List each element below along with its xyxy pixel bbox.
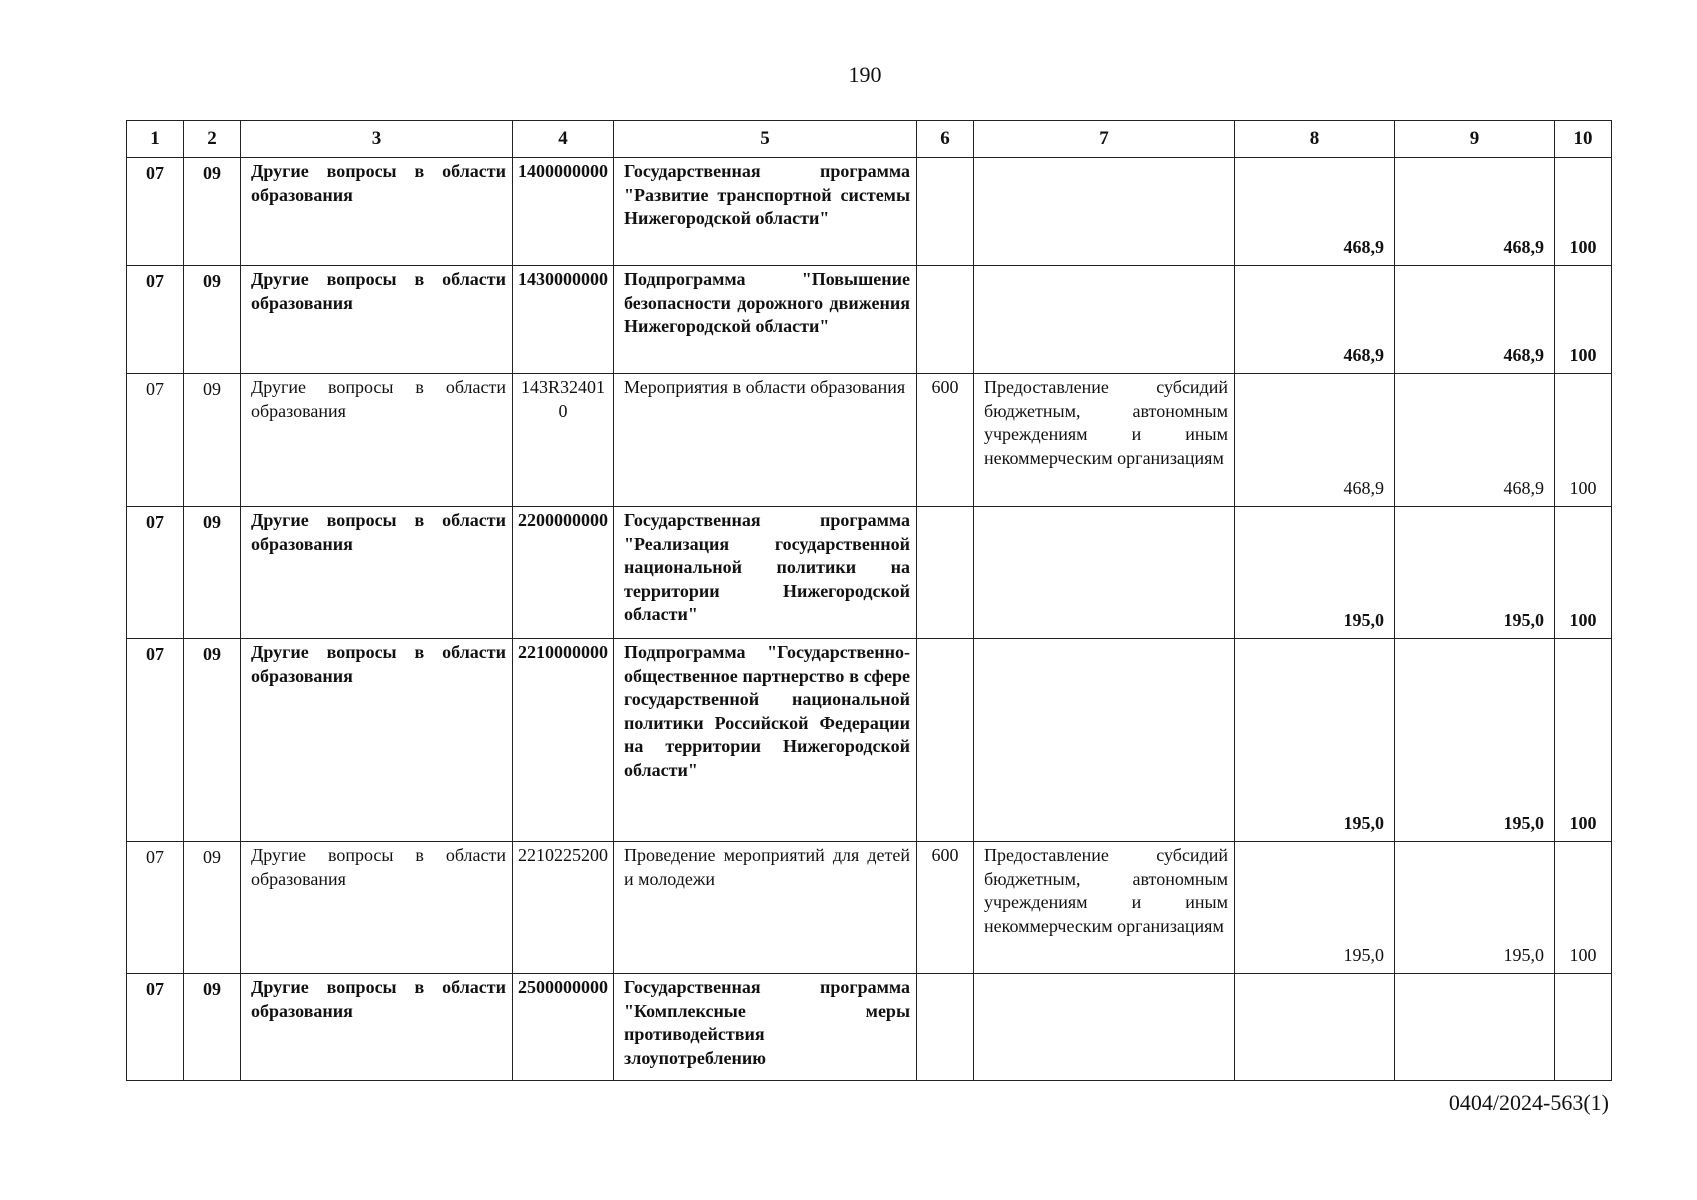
program-name: Подпрограмма "Повышение безопасности дорожного движения Нижегородской области" — [614, 266, 917, 374]
executed-amount: 468,9 — [1395, 374, 1555, 507]
execution-percent — [1555, 974, 1612, 1081]
execution-percent: 100 — [1555, 639, 1612, 842]
section-code: 07 — [127, 266, 184, 374]
section-name: Другие вопросы в области образования — [241, 974, 513, 1081]
section-name: Другие вопросы в области образования — [241, 842, 513, 974]
program-name: Мероприятия в области образования — [614, 374, 917, 507]
execution-percent: 100 — [1555, 374, 1612, 507]
section-name: Другие вопросы в области образования — [241, 507, 513, 639]
expense-type-code — [917, 974, 974, 1081]
subsection-code: 09 — [184, 842, 241, 974]
executed-amount — [1395, 974, 1555, 1081]
planned-amount: 195,0 — [1235, 842, 1395, 974]
header-cell: 1 — [127, 121, 184, 158]
expense-type-code: 600 — [917, 842, 974, 974]
header-cell: 3 — [241, 121, 513, 158]
subsection-code: 09 — [184, 374, 241, 507]
subsection-code: 09 — [184, 507, 241, 639]
executed-amount: 195,0 — [1395, 842, 1555, 974]
target-article-code: 1430000000 — [513, 266, 614, 374]
expense-type-name: Предоставление субсидий бюджетным, автономным учреждениям и иным некоммерческим организациям — [974, 374, 1235, 507]
execution-percent: 100 — [1555, 158, 1612, 266]
program-name: Проведение мероприятий для детей и молодежи — [614, 842, 917, 974]
section-code: 07 — [127, 842, 184, 974]
subsection-code: 09 — [184, 974, 241, 1081]
table-row — [127, 974, 1612, 1081]
header-cell: 9 — [1395, 121, 1555, 158]
header-cell: 2 — [184, 121, 241, 158]
expense-type-name — [974, 158, 1235, 266]
expense-type-name: Предоставление субсидий бюджетным, автономным учреждениям и иным некоммерческим организациям — [974, 842, 1235, 974]
expense-type-code — [917, 507, 974, 639]
subsection-code: 09 — [184, 158, 241, 266]
header-cell: 8 — [1235, 121, 1395, 158]
target-article-code: 2210225200 — [513, 842, 614, 974]
program-name: Государственная программа "Реализация государственной национальной политики на территории Нижегородской области" — [614, 507, 917, 639]
program-name: Подпрограмма "Государственно-общественное партнерство в сфере государственной национальной политики Российской Федерации на территории Нижегородской области" — [614, 639, 917, 842]
expense-type-name — [974, 507, 1235, 639]
target-article-code: 143R324010 — [513, 374, 614, 507]
section-name: Другие вопросы в области образования — [241, 266, 513, 374]
table-row — [127, 842, 1612, 974]
section-code: 07 — [127, 507, 184, 639]
execution-percent: 100 — [1555, 507, 1612, 639]
section-code: 07 — [127, 158, 184, 266]
section-code: 07 — [127, 374, 184, 507]
document-code: 0404/2024-563(1) — [1448, 1090, 1609, 1115]
target-article-code: 1400000000 — [513, 158, 614, 266]
table-row — [127, 158, 1612, 266]
expense-type-code — [917, 266, 974, 374]
planned-amount: 468,9 — [1235, 158, 1395, 266]
section-code: 07 — [127, 639, 184, 842]
header-cell: 6 — [917, 121, 974, 158]
subsection-code: 09 — [184, 639, 241, 842]
expense-type-name — [974, 266, 1235, 374]
program-name: Государственная программа "Развитие транспортной системы Нижегородской области" — [614, 158, 917, 266]
planned-amount — [1235, 974, 1395, 1081]
target-article-code: 2200000000 — [513, 507, 614, 639]
header-cell: 7 — [974, 121, 1235, 158]
expense-type-code — [917, 639, 974, 842]
executed-amount: 195,0 — [1395, 507, 1555, 639]
program-name: Государственная программа "Комплексные меры противодействия злоупотреблению — [614, 974, 917, 1081]
section-name: Другие вопросы в области образования — [241, 374, 513, 507]
header-cell: 10 — [1555, 121, 1612, 158]
planned-amount: 468,9 — [1235, 374, 1395, 507]
planned-amount: 195,0 — [1235, 639, 1395, 842]
section-name: Другие вопросы в области образования — [241, 639, 513, 842]
header-cell: 4 — [513, 121, 614, 158]
execution-percent: 100 — [1555, 266, 1612, 374]
table-row — [127, 266, 1612, 374]
subsection-code: 09 — [184, 266, 241, 374]
section-code: 07 — [127, 974, 184, 1081]
expense-type-name — [974, 974, 1235, 1081]
expense-type-code — [917, 158, 974, 266]
table-row — [127, 507, 1612, 639]
header-cell: 5 — [614, 121, 917, 158]
expense-type-code: 600 — [917, 374, 974, 507]
executed-amount: 195,0 — [1395, 639, 1555, 842]
section-name: Другие вопросы в области образования — [241, 158, 513, 266]
target-article-code: 2210000000 — [513, 639, 614, 842]
execution-percent: 100 — [1555, 842, 1612, 974]
planned-amount: 468,9 — [1235, 266, 1395, 374]
table-row — [127, 374, 1612, 507]
planned-amount: 195,0 — [1235, 507, 1395, 639]
executed-amount: 468,9 — [1395, 266, 1555, 374]
executed-amount: 468,9 — [1395, 158, 1555, 266]
table-row — [127, 639, 1612, 842]
page-number: 190 — [848, 62, 882, 87]
expense-type-name — [974, 639, 1235, 842]
header-row — [127, 121, 1612, 158]
budget-table — [126, 120, 1612, 1081]
target-article-code: 2500000000 — [513, 974, 614, 1081]
